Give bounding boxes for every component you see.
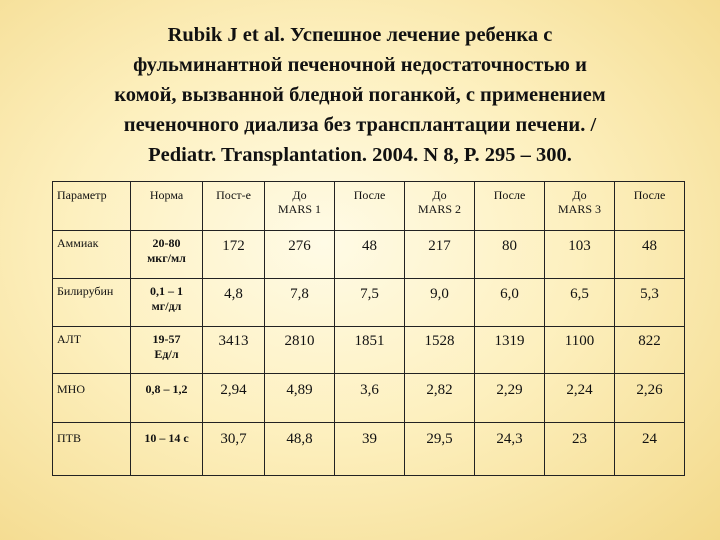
table-cell: 24 (615, 423, 685, 476)
table-cell: 39 (335, 423, 405, 476)
table-cell: 4,8 (203, 279, 265, 327)
table-cell: 3413 (203, 327, 265, 374)
table-cell: 7,5 (335, 279, 405, 327)
table-cell: 5,3 (615, 279, 685, 327)
title-line-1: Rubik J et al. Успешное лечение ребенка с (167, 24, 553, 46)
row-norm (131, 279, 203, 327)
row-norm-a: 20-80 (152, 236, 181, 250)
row-param: МНО (53, 374, 131, 423)
table-cell: 9,0 (405, 279, 475, 327)
table-row (53, 423, 685, 476)
table-cell: 3,6 (335, 374, 405, 423)
table-cell: 217 (405, 231, 475, 279)
table-cell: 29,5 (405, 423, 475, 476)
row-norm (131, 423, 203, 476)
table-cell: 4,89 (265, 374, 335, 423)
table-cell: 2810 (265, 327, 335, 374)
table-cell: 2,26 (615, 374, 685, 423)
table-row (53, 279, 685, 327)
row-norm-a: 0,1 – 1 (150, 284, 183, 298)
table-cell: 48 (335, 231, 405, 279)
table-cell: 103 (545, 231, 615, 279)
table-cell: 48,8 (265, 423, 335, 476)
table-cell: 2,29 (475, 374, 545, 423)
row-param: Билирубин (53, 279, 131, 327)
row-norm (131, 374, 203, 423)
row-param: Аммиак (53, 231, 131, 279)
header-pre-mars-3 (545, 182, 615, 231)
row-norm-b: мг/дл (151, 299, 182, 313)
table-row (53, 231, 685, 279)
table-cell: 1319 (475, 327, 545, 374)
table-cell: 172 (203, 231, 265, 279)
header-pre-mars-1-b: MARS 1 (277, 202, 321, 216)
header-pre-mars-2-b: MARS 2 (417, 202, 461, 216)
row-param: ПТВ (53, 423, 131, 476)
table-cell: 2,94 (203, 374, 265, 423)
header-pre-mars-1-a: До (292, 188, 307, 202)
table-cell: 24,3 (475, 423, 545, 476)
row-norm-a: 10 – 14 с (144, 431, 189, 445)
header-pre-mars-2-a: До (432, 188, 447, 202)
header-param: Параметр (53, 182, 131, 231)
header-pre-mars-3-b: MARS 3 (557, 202, 601, 216)
title-line-4: печеночного диализа без трансплантации печени. / (123, 114, 597, 136)
title-line-2: фульминантной печеночной недостаточностью и (133, 54, 587, 76)
row-norm-a: 0,8 – 1,2 (145, 382, 188, 396)
header-pre-mars-2 (405, 182, 475, 231)
row-norm-b: Ед/л (154, 347, 179, 361)
table-cell: 80 (475, 231, 545, 279)
table-cell: 822 (615, 327, 685, 374)
table-cell: 276 (265, 231, 335, 279)
table-cell: 6,0 (475, 279, 545, 327)
header-post-mars-1: После (335, 182, 405, 231)
row-norm (131, 231, 203, 279)
table-cell: 1100 (545, 327, 615, 374)
header-norm: Норма (131, 182, 203, 231)
header-pre-mars-3-a: До (572, 188, 587, 202)
table-cell: 7,8 (265, 279, 335, 327)
lab-results-table (52, 181, 685, 476)
table-cell: 2,82 (405, 374, 475, 423)
row-norm-a: 19-57 (152, 332, 181, 346)
title-line-5: Pediatr. Transplantation. 2004. N 8, P. 295 – 300. (148, 144, 572, 166)
row-param: АЛТ (53, 327, 131, 374)
table-cell: 23 (545, 423, 615, 476)
table-cell: 6,5 (545, 279, 615, 327)
row-norm (131, 327, 203, 374)
header-post-mars-3: После (615, 182, 685, 231)
table-row (53, 327, 685, 374)
table-cell: 30,7 (203, 423, 265, 476)
table-cell: 48 (615, 231, 685, 279)
slide-title (40, 20, 680, 170)
title-line-3: комой, вызванной бледной поганкой, с применением (114, 84, 606, 106)
table-header-row (53, 182, 685, 231)
table-row (53, 374, 685, 423)
table-cell: 2,24 (545, 374, 615, 423)
table-cell: 1528 (405, 327, 475, 374)
header-pre-mars-1 (265, 182, 335, 231)
header-post-mars-2: После (475, 182, 545, 231)
table-cell: 1851 (335, 327, 405, 374)
row-norm-b: мкг/мл (147, 251, 186, 265)
header-post: Пост-е (203, 182, 265, 231)
